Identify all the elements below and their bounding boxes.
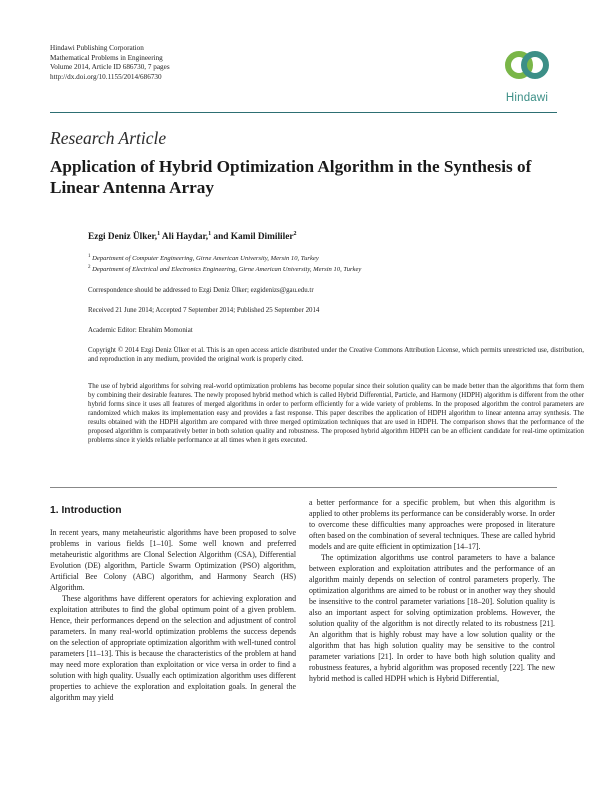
volume-info: Volume 2014, Article ID 686730, 7 pages	[50, 63, 170, 72]
article-title: Application of Hybrid Optimization Algorithm in the Synthesis of Linear Antenna Array	[50, 157, 532, 197]
right-column	[309, 497, 555, 684]
publisher-name: Hindawi Publishing Corporation	[50, 44, 144, 52]
author-name: Ali Haydar,	[160, 232, 209, 243]
paragraph: a better performance for a specific problem, but when this algorithm is applied to other problems its performance can be considerably worse. In order to overcome these difficulties many approaches were proposed in literature often based on the combination of several techniques. These are called hybrid models and are quite efficient in optimization [14–17].	[309, 498, 555, 551]
paragraph: These algorithms have different operators for achieving exploration and exploitation attributes to find the global optimum point of a given problem. Hence, their performances depend on the selection and adjustment of control parameters. In many real-world optimization problems the success depends on the selection of appropriate optimization algorithm with well-tuned control parameters [11–13]. This is because the characteristics of the problem at hand may need more exploration than exploitation or vice versa in order to find a solution with high quality. Usually each optimization algorithm uses different properties to achieve the exploration and exploitation goals. In general the algorithm may yield	[50, 594, 296, 702]
doi-link[interactable]: http://dx.doi.org/10.1155/2014/686730	[50, 72, 162, 81]
article-dates: Received 21 June 2014; Accepted 7 September 2014; Published 25 September 2014	[88, 307, 320, 314]
affiliation-1	[88, 254, 319, 262]
affiliation-text: Department of Computer Engineering, Girne American University, Mersin 10, Turkey	[90, 255, 319, 263]
copyright-notice: Copyright © 2014 Ezgi Deniz Ülker et al. This is an open access article distributed under the Creative Commons Attribution License, which permits unrestricted use, distribution, and reproduction in any medium, provided the original work is properly cited.	[88, 347, 584, 363]
abstract: The use of hybrid algorithms for solving real-world optimization problems has become popular since their solution quality can be made better than the algorithms that form them by combining their desirable features. The newly proposed hybrid method which is called Hybrid Differential, Particle, and Harmony (HDPH) algorithm is different from the other hybrid forms since it uses all features of merged algorithms in order to perform efficiently for a wide variety of problems. In the proposed algorithm the control parameters are randomized which makes its implementation easy and provides a fast response. This paper describes the application of HDPH algorithm to linear antenna array synthesis. The results obtained with the HDPH algorithm are compared with three merged optimization techniques that are used in HDPH. The comparison shows that the performance of the proposed algorithm is comparatively better in both solution quality and robustness. The proposed hybrid algorithm HDPH can be an efficient candidate for real-time optimization problems since it yields reliable performance at all times when it gets executed.	[88, 383, 584, 444]
academic-editor: Academic Editor: Ebrahim Momoniat	[88, 327, 193, 334]
section-heading: 1. Introduction	[50, 505, 122, 516]
affiliation-2	[88, 265, 361, 273]
section-divider	[50, 487, 557, 488]
author-list	[88, 231, 296, 242]
journal-name: Mathematical Problems in Engineering	[50, 53, 163, 62]
correspondence: Correspondence should be addressed to Ezgi Deniz Ülker; ezgidenizs@gau.edu.tr	[88, 287, 314, 294]
author-name: Ezgi Deniz Ülker,	[88, 232, 158, 243]
author-affiliation-mark: 1	[208, 231, 212, 237]
author-affiliation-mark: 1	[157, 231, 161, 237]
author-affiliation-mark: 2	[293, 231, 297, 237]
affiliation-mark: 1	[88, 254, 91, 259]
publication-info	[50, 44, 170, 82]
left-column	[50, 527, 296, 703]
hindawi-logo-text: Hindawi	[505, 92, 549, 104]
affiliation-text: Department of Electrical and Electronics Engineering, Girne American University, Mersin 10, Turkey	[90, 266, 362, 274]
affiliation-mark: 2	[88, 265, 91, 270]
header-rule	[50, 112, 557, 113]
paragraph: The optimization algorithms use control parameters to have a balance between exploration and exploitation attributes and the performance of an algorithm mainly depends on selection of control parameters properly. The optimization algorithms are aimed to be robust or in another way they should be insensitive to the control parameter variations [18–20]. Solution quality is also an important aspect for solving optimization problems. However, the solution quality of the algorithm is not directly related to its robustness [21]. An algorithm that is highly robust may have a low solution quality or the algorithm that has high solution quality may be sensitive to the control parameter variations [21]. In order to have both high solution quality and robustness features, a hybrid algorithm was proposed recently [22]. The new hybrid method is called HDPH which is Hybrid Differential,	[309, 553, 555, 683]
author-name: and Kamil Dimililer	[211, 232, 294, 243]
article-type: Research Article	[50, 128, 167, 148]
paragraph: In recent years, many metaheuristic algorithms have been proposed to solve problems in various fields [1–10]. Some well known and preferred metaheuristic algorithms are Clonal Selection Algorithm (CSA), Differential Evolution (DE) algorithm, Particle Swarm Optimization (PSO) algorithm, Artificial Bee Colony (ABC) algorithm, and Harmony Search (HS) Algorithm.	[50, 528, 296, 592]
